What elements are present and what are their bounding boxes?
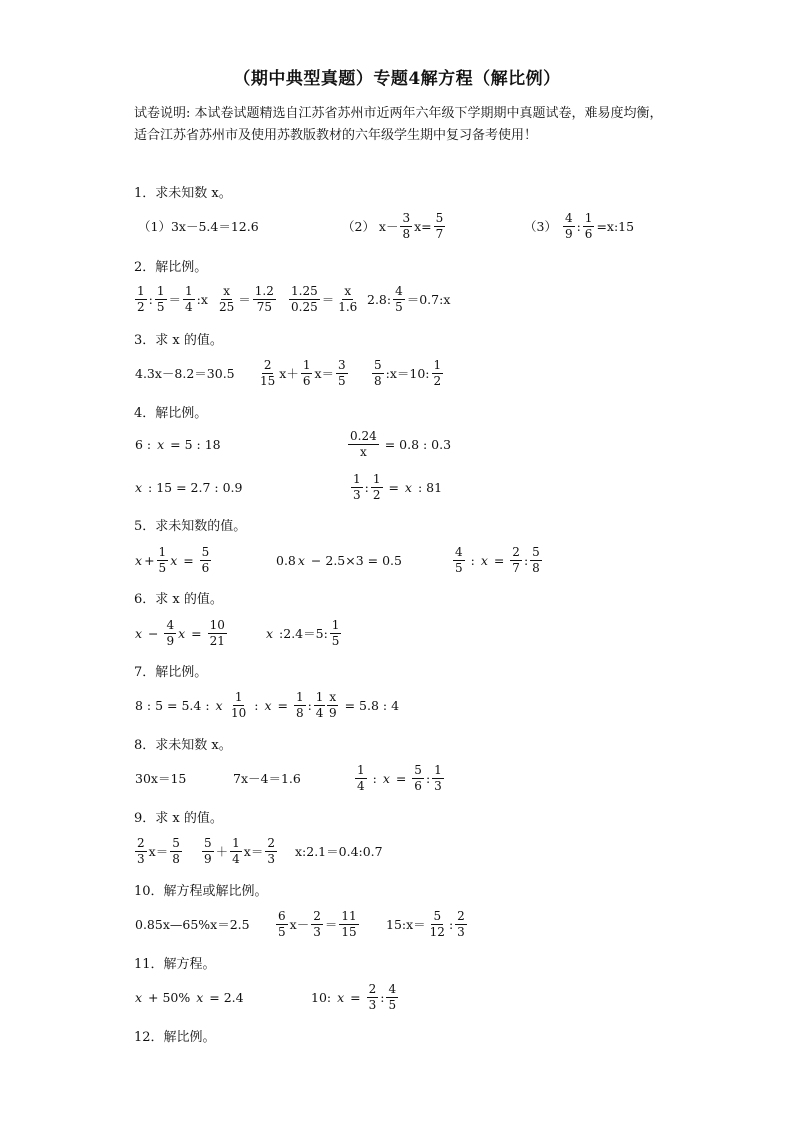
fraction: [157, 545, 169, 576]
equation-text: （3）: [524, 219, 561, 234]
equation: [326, 682, 400, 728]
equation-text: x－: [289, 917, 310, 932]
equation-text: :: [380, 989, 385, 1005]
denominator: 7: [512, 560, 520, 575]
question-label: 3．求 x 的值。: [134, 333, 223, 348]
denominator: 3: [457, 924, 465, 939]
numerator: 1: [156, 283, 165, 298]
numerator: 5: [374, 357, 382, 372]
denominator: 6: [302, 373, 311, 388]
equation-text: x＝: [148, 844, 169, 859]
equation-text: :: [307, 697, 312, 713]
denominator: 2: [433, 373, 442, 388]
fraction: [434, 211, 446, 242]
numerator: 4: [455, 544, 463, 559]
equation-text: =: [391, 770, 411, 786]
fraction: [289, 284, 320, 315]
equation-text: :2.4＝5:: [275, 626, 328, 641]
variable: x: [196, 989, 204, 1005]
fraction: [230, 836, 242, 867]
equation: [452, 537, 543, 583]
equation: [216, 276, 277, 322]
equation-text: :: [448, 916, 454, 932]
numerator: 3: [402, 210, 411, 225]
numerator: 1: [372, 471, 381, 486]
fraction: [183, 284, 195, 315]
equation: [134, 537, 212, 583]
equation: [310, 974, 399, 1020]
equation-text: :: [425, 770, 431, 786]
numerator: 2: [512, 544, 520, 559]
equation: [371, 350, 444, 396]
equation-text: :x＝10:: [385, 366, 430, 381]
fraction: [412, 763, 424, 794]
numerator: 10: [209, 617, 225, 632]
fraction: [339, 909, 358, 940]
equation: [265, 610, 342, 656]
denominator: 8: [374, 373, 382, 388]
numerator: 1: [353, 471, 361, 486]
equation-text: ＝0.7:x: [406, 292, 451, 307]
fraction: [294, 690, 306, 721]
denominator: 4: [185, 299, 193, 314]
denominator: 6: [584, 226, 593, 241]
denominator: 5: [338, 373, 346, 388]
equation-text: : 81: [413, 479, 443, 495]
denominator: 4: [232, 851, 240, 866]
equation: [232, 755, 302, 801]
numerator: 11: [341, 908, 357, 923]
denominator: 9: [204, 851, 212, 866]
fraction: [432, 763, 444, 794]
variable: x: [404, 479, 412, 495]
denominator: 3: [368, 997, 377, 1012]
equation-text: 4.3x－8.2＝30.5: [135, 366, 235, 381]
variable: x: [178, 625, 186, 641]
equation: [137, 203, 260, 249]
fraction: [348, 429, 379, 460]
numerator: 1: [302, 357, 311, 372]
numerator: 5: [172, 835, 180, 850]
question-label: 1．求未知数 x。: [134, 186, 232, 201]
fraction: [258, 358, 277, 389]
variable: x: [135, 625, 143, 641]
denominator: 8: [402, 226, 411, 241]
equation: [366, 276, 451, 322]
equation: [257, 350, 349, 396]
variable: x: [170, 552, 178, 568]
denominator: 21: [209, 633, 225, 648]
denominator: 4: [315, 705, 324, 720]
numerator: 3: [338, 357, 346, 372]
variable: x: [382, 770, 390, 786]
fraction: [135, 836, 147, 867]
equation: [275, 901, 360, 947]
denominator: 3: [353, 487, 361, 502]
fraction: [372, 358, 384, 389]
equation-text: = 2.4: [205, 989, 244, 1005]
numerator: 2: [267, 835, 275, 850]
equation-text: =: [489, 552, 509, 568]
fraction: [135, 284, 147, 315]
denominator: x: [359, 444, 367, 459]
numerator: 2: [313, 908, 321, 923]
denominator: 2: [372, 487, 381, 502]
question-label: 11．解方程。: [134, 957, 216, 972]
denominator: 15: [341, 924, 357, 939]
equation: [523, 203, 635, 249]
numerator: x: [344, 283, 352, 298]
equation-text: :x: [196, 291, 208, 307]
equation-text: =: [187, 625, 206, 641]
numerator: 2: [263, 357, 272, 372]
denominator: 3: [137, 851, 145, 866]
equation-text: : 15 = 2.7 : 0.9: [144, 479, 243, 495]
fraction: [200, 545, 212, 576]
equation-text: 6 :: [135, 436, 156, 452]
equation-text: :: [148, 291, 153, 307]
equation-text: =: [273, 697, 292, 713]
variable: x: [264, 697, 272, 713]
fraction: [265, 836, 277, 867]
fraction: [510, 545, 522, 576]
equation-text: x=: [414, 218, 432, 234]
fraction: [563, 211, 575, 242]
equation-text: :: [364, 479, 369, 495]
equation: [134, 276, 209, 322]
exam-instructions: 试卷说明: 本试卷试题精选自江苏省苏州市近两年六年级下学期期中真题试卷，难易度均衡，适合江苏省苏州市及使用苏教版教材的六年级学生期中复习备考使用！: [134, 106, 663, 143]
question-label: 6．求 x 的值。: [134, 592, 223, 607]
denominator: 5: [331, 633, 340, 648]
equation: [341, 203, 446, 249]
equation-text: x＋: [279, 366, 299, 381]
denominator: 9: [166, 633, 175, 648]
variable: x: [135, 989, 143, 1005]
equation-text: = 5.8 : 4: [340, 697, 400, 713]
numerator: 1: [584, 210, 593, 225]
fraction: [355, 763, 367, 794]
equation: [350, 464, 443, 510]
equation: [134, 610, 228, 656]
variable: x: [297, 552, 305, 568]
denominator: 9: [564, 226, 573, 241]
equation-text: = 0.8 : 0.3: [380, 436, 452, 452]
equation-text: （1）3x－5.4＝12.6: [138, 219, 259, 234]
equation-text: − 2.5×3 = 0.5: [306, 552, 402, 568]
equation-text: 7x－4＝1.6: [233, 771, 301, 786]
variable: x: [135, 552, 143, 568]
fraction: [208, 618, 227, 649]
equation-text: ＝: [321, 292, 335, 307]
fraction: [386, 982, 398, 1013]
numerator: 1: [315, 689, 324, 704]
equation: [134, 974, 245, 1020]
numerator: 5: [414, 762, 422, 777]
denominator: 12: [429, 924, 445, 939]
equation: [228, 682, 326, 728]
fraction: [400, 211, 412, 242]
fraction: [530, 545, 542, 576]
numerator: 1.25: [291, 283, 318, 298]
numerator: 1: [295, 689, 304, 704]
question-label: 10．解方程或解比例。: [134, 884, 268, 899]
variable: x: [266, 625, 274, 641]
denominator: 5: [278, 924, 286, 939]
question-label: 4．解比例。: [134, 406, 208, 421]
equation: [347, 421, 452, 467]
equation: [201, 828, 278, 874]
fraction: [453, 545, 465, 576]
variable: x: [215, 697, 223, 713]
question-label: 5．求未知数的值。: [134, 519, 247, 534]
numerator: 1: [434, 762, 442, 777]
fraction: [367, 982, 379, 1013]
equation-text: 15:x＝: [386, 917, 426, 932]
equation-text: =: [179, 552, 198, 568]
numerator: 5: [204, 835, 212, 850]
equation-text: 8 : 5 = 5.4 :: [135, 697, 214, 713]
equation-text: x＝: [243, 844, 264, 859]
numerator: 4: [395, 283, 403, 298]
fraction: [336, 284, 359, 315]
equation-text: 10:: [311, 989, 336, 1005]
equation-text: ＝: [324, 917, 338, 932]
denominator: 6: [414, 778, 422, 793]
numerator: 4: [564, 210, 573, 225]
denominator: 7: [435, 226, 444, 241]
denominator: 4: [357, 778, 365, 793]
numerator: 1: [433, 357, 442, 372]
equation-text: :: [576, 218, 581, 234]
numerator: 4: [388, 981, 397, 996]
numerator: 5: [201, 544, 210, 559]
denominator: 0.25: [291, 299, 318, 314]
denominator: 5: [395, 299, 403, 314]
fraction: [455, 909, 467, 940]
fraction: [330, 618, 342, 649]
page-title: （期中典型真题）专题4解方程（解比例）: [233, 69, 561, 89]
equation: [134, 901, 251, 947]
equation-text: =: [384, 479, 403, 495]
fraction: [253, 284, 276, 315]
denominator: 8: [172, 851, 180, 866]
equation-text: −: [144, 625, 163, 641]
fraction: [170, 836, 182, 867]
equation: [134, 828, 183, 874]
equation-text: 30x＝15: [135, 771, 187, 786]
question-label: 9．求 x 的值。: [134, 811, 223, 826]
equation: [288, 276, 360, 322]
equation: [385, 901, 468, 947]
equation: [134, 350, 236, 396]
fraction: [351, 472, 363, 503]
equation-text: 0.8: [276, 552, 296, 568]
fraction: [432, 358, 444, 389]
fraction: [229, 690, 248, 721]
numerator: x: [329, 689, 337, 704]
fraction: [217, 284, 236, 315]
numerator: 2: [137, 835, 145, 850]
equation-text: （2） x－: [342, 219, 399, 234]
denominator: 15: [260, 373, 276, 388]
fraction: [327, 690, 339, 721]
fraction: [155, 284, 167, 315]
numerator: 1: [232, 835, 240, 850]
denominator: 3: [434, 778, 442, 793]
equation: [134, 421, 222, 467]
denominator: 2: [137, 299, 145, 314]
numerator: 5: [532, 544, 540, 559]
denominator: 5: [158, 560, 167, 575]
fraction: [164, 618, 176, 649]
numerator: 1: [234, 689, 243, 704]
numerator: 1.2: [254, 283, 274, 298]
equation-text: ＋: [215, 844, 229, 859]
equation-text: + 50%: [144, 989, 195, 1005]
fraction: [314, 690, 326, 721]
equation-text: :: [368, 770, 381, 786]
numerator: 1: [137, 283, 145, 298]
numerator: 1: [357, 762, 365, 777]
equation-text: 0.85x—65%x＝2.5: [135, 917, 250, 932]
denominator: 5: [156, 299, 165, 314]
variable: x: [135, 479, 143, 495]
denominator: 10: [231, 705, 247, 720]
denominator: 8: [532, 560, 540, 575]
equation: [275, 537, 403, 583]
denominator: 8: [295, 705, 304, 720]
equation: [134, 755, 187, 801]
numerator: 2: [457, 908, 465, 923]
question-label: 2．解比例。: [134, 260, 208, 275]
numerator: 1: [185, 283, 193, 298]
denominator: 5: [455, 560, 463, 575]
equation-text: x:2.1＝0.4:0.7: [295, 844, 383, 859]
variable: x: [480, 552, 488, 568]
denominator: 75: [256, 299, 272, 314]
variable: x: [157, 436, 165, 452]
equation: [294, 828, 384, 874]
denominator: 1.6: [338, 299, 358, 314]
numerator: 5: [433, 908, 442, 923]
fraction: [276, 909, 288, 940]
denominator: 5: [388, 997, 397, 1012]
fraction: [336, 358, 348, 389]
question-label: 8．求未知数 x。: [134, 738, 232, 753]
equation-text: ＝: [168, 292, 182, 307]
fraction: [371, 472, 383, 503]
equation-text: = 5 : 18: [166, 436, 221, 452]
question-label: 12．解比例。: [134, 1030, 216, 1045]
equation-text: x＝: [314, 366, 335, 381]
fraction: [202, 836, 214, 867]
denominator: 3: [313, 924, 321, 939]
numerator: 4: [166, 617, 175, 632]
fraction: [428, 909, 447, 940]
fraction: [301, 358, 313, 389]
variable: x: [337, 989, 345, 1005]
numerator: 1: [158, 544, 167, 559]
numerator: 0.24: [350, 428, 377, 443]
numerator: 6: [278, 908, 286, 923]
fraction: [311, 909, 323, 940]
fraction: [393, 284, 405, 315]
equation: [134, 682, 224, 728]
equation-text: 2.8:: [367, 291, 392, 307]
denominator: 6: [201, 560, 210, 575]
denominator: 3: [267, 851, 275, 866]
numerator: x: [223, 283, 231, 298]
equation-text: :: [523, 552, 529, 568]
equation-text: :: [250, 697, 263, 713]
numerator: 1: [331, 617, 340, 632]
numerator: 5: [435, 210, 444, 225]
denominator: 9: [329, 705, 337, 720]
numerator: 2: [368, 981, 377, 996]
equation-text: =: [346, 989, 365, 1005]
question-label: 7．解比例。: [134, 665, 208, 680]
equation: [354, 755, 445, 801]
equation-text: =x:15: [596, 218, 635, 234]
equation-text: :: [466, 552, 479, 568]
fraction: [583, 211, 595, 242]
denominator: 25: [219, 299, 235, 314]
equation-text: +: [144, 552, 155, 568]
equation: [134, 464, 243, 510]
equation-text: ＝: [238, 292, 251, 307]
